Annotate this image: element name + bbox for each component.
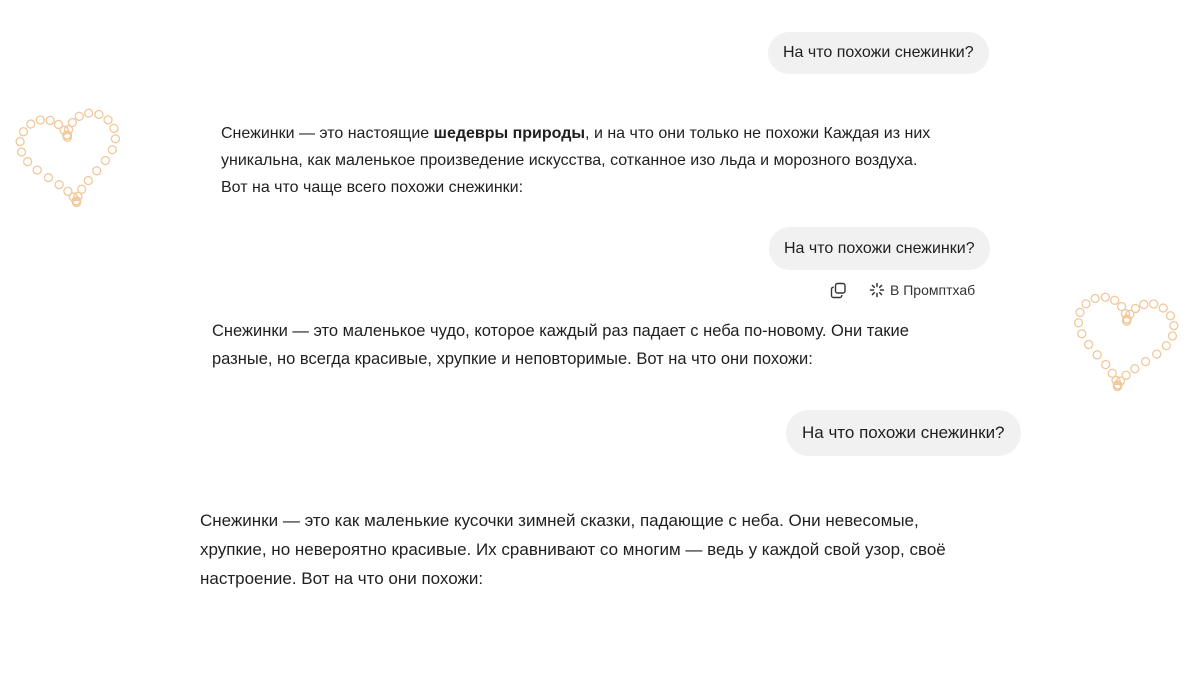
bead	[104, 115, 113, 124]
bead	[109, 124, 118, 133]
answer-1-text-end: , и на что они только не похожи Каждая из них уникальна, как маленькое произведение искусства, сотканное изо льда и морозного воздуха. Вот на что чаще всего похожи снежинки:	[221, 125, 931, 196]
user-message-1: На что похожи снежинки?	[768, 32, 989, 74]
bead	[1108, 369, 1117, 378]
bead	[1159, 304, 1168, 313]
bead	[1168, 331, 1177, 340]
bead	[1074, 318, 1083, 327]
user-message-3: На что похожи снежинки?	[786, 410, 1021, 456]
bead-heart-left-icon	[7, 97, 132, 216]
bead	[33, 166, 42, 175]
bead	[1166, 311, 1175, 320]
bead	[1110, 296, 1119, 305]
assistant-message-2: Снежинки — это маленькое чудо, которое каждый раз падает с неба по-новому. Они такие разные, но всегда красивые, хрупкие и неповторимые. Вот на что они похожи:	[212, 322, 909, 368]
bead	[1149, 299, 1158, 308]
sparkle-icon	[869, 282, 885, 298]
bead	[55, 180, 64, 189]
bead	[1169, 321, 1178, 330]
bead	[1075, 308, 1084, 317]
bead	[1152, 350, 1161, 359]
bead	[16, 137, 25, 146]
bead	[63, 187, 72, 196]
prompthub-label: В Промптхаб	[890, 282, 976, 298]
bead	[111, 134, 120, 143]
user-message-2: На что похожи снежинки?	[769, 227, 990, 270]
bead	[1081, 299, 1090, 308]
bead	[46, 116, 55, 125]
bead	[17, 147, 26, 156]
bead	[92, 166, 101, 175]
assistant-message-1	[221, 120, 941, 201]
message-actions	[830, 278, 975, 302]
bead	[1084, 340, 1093, 349]
bead	[1091, 294, 1100, 303]
bead	[1130, 364, 1139, 373]
answer-1-text-start: Снежинки — это настоящие	[221, 125, 434, 142]
bead	[1141, 357, 1150, 366]
answer-1-bold: шедевры природы	[433, 125, 586, 142]
bead	[68, 118, 77, 127]
bead	[1101, 360, 1110, 369]
bead	[23, 157, 32, 166]
bead	[19, 127, 28, 136]
bead	[1131, 304, 1140, 313]
bead	[1139, 300, 1148, 309]
bead	[44, 173, 53, 182]
copy-icon	[830, 282, 847, 299]
bead	[84, 109, 93, 118]
bead	[36, 115, 45, 124]
bead-heart-right-icon	[1061, 281, 1186, 400]
assistant-message-3: Снежинки — это как маленькие кусочки зимней сказки, падающие с неба. Они невесомые, хрупкие, но невероятно красивые. Их сравнивают со многим — ведь у каждой свой узор, своё настроение. Вот на что они похожи:	[200, 511, 946, 588]
bead	[1101, 293, 1110, 302]
copy-button[interactable]	[830, 282, 847, 299]
bead	[1077, 329, 1086, 338]
bead	[75, 112, 84, 121]
bead	[108, 145, 117, 154]
bead	[101, 156, 110, 165]
bead	[1162, 341, 1171, 350]
bead	[94, 110, 103, 119]
bead	[1093, 350, 1102, 359]
bead	[84, 176, 93, 185]
prompthub-button[interactable]	[869, 282, 975, 298]
bead	[26, 120, 35, 129]
